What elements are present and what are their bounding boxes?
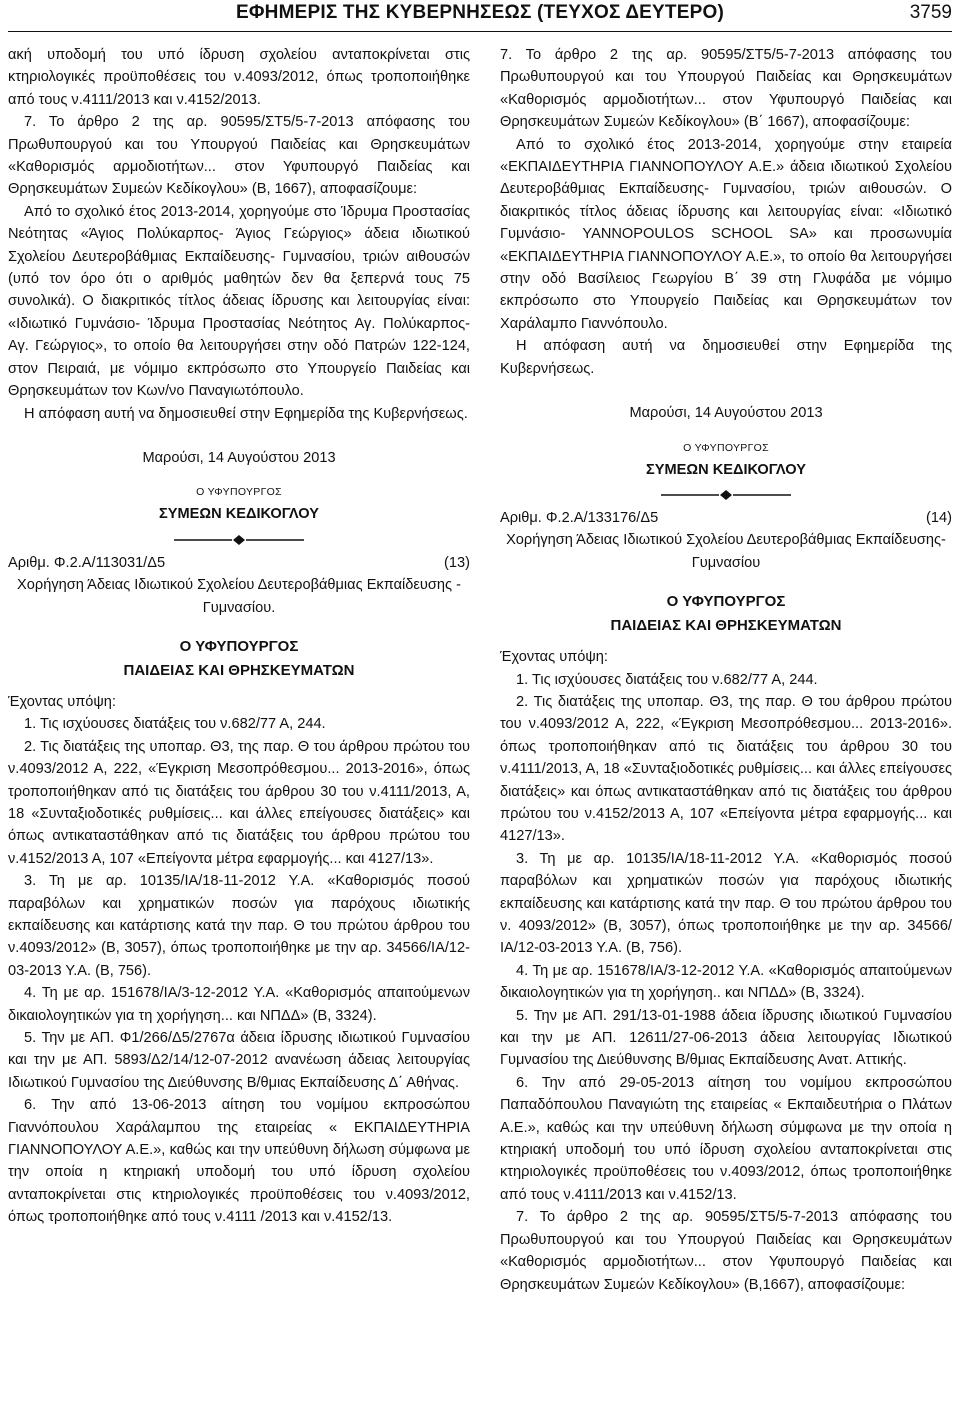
- decision-index: (13): [444, 554, 470, 571]
- diamond-divider: [174, 534, 304, 546]
- paragraph: Από το σχολικό έτος 2013-2014, χορηγούμε στο Ίδρυμα Προστασίας Νεότητας «Άγιος Πολύκαρπος- Άγιος Γεώργιος» άδεια ιδιωτικού Σχολείου Δευτεροβάθμιας Εκπαίδευσης- Γυμνασίου, τριών αιθουσών (υπό τον όρο ότι ο αριθμός μαθητών δεν θα ξεπερνά τους 75 συνολικά). Ο διακριτικός τίτλος άδειας ίδρυσης και λειτουργίας είναι: «Ιδιωτικό Γυμνάσιο- Ίδρυμα Προστασίας Νεότητος Αγ. Πολύκαρπος- Αγ. Γεώργιος», το οποίο θα λειτουργήσει στην οδό Πατρών 122-124, στον Πειραιά, με νόμιμο εκπρόσωπο στο Υπουργείο Παιδείας και Θρησκευμάτων τον Κων/νο Παναγιωτόπουλο.: [8, 203, 470, 400]
- paragraph: Η απόφαση αυτή να δημοσιευθεί στην Εφημερίδα της Κυβερνήσεως.: [500, 338, 952, 377]
- signatory-role: Ο ΥΦΥΠΟΥΡΓΟΣ: [683, 441, 769, 454]
- decision-number: Αριθμ. Φ.2.Α/113031/Δ5: [8, 554, 166, 571]
- considering-item: 3. Τη με αρ. 10135/ΙΑ/18-11-2012 Υ.Α. «Καθορισμός ποσού παραβόλων και χρηματικών ποσών για παρόχους ιδιωτικής εκπαίδευσης και κατάρτισης κατά την παρ. Θ του πρώτου άρθρου του ν.4093/2012» (Β, 3057), όπως τροποποιήθηκε με την αρ. 34566/ΙΑ/12-03-2013 Υ.Α. (Β, 756).: [8, 873, 470, 979]
- issuing-authority: [500, 590, 952, 638]
- issuing-authority: [8, 635, 470, 683]
- signatory-role: Ο ΥΦΥΠΟΥΡΓΟΣ: [196, 486, 282, 499]
- paragraph: 7. Το άρθρο 2 της αρ. 90595/ΣΤ5/5-7-2013 απόφασης του Πρωθυπουργού και του Υπουργού Παιδείας και Θρησκευμάτων «Καθορισμός αρμοδιοτήτων... στον Υφυπουργό Παιδείας και Θρησκευμάτων Συμεών Κεδίκογλου» (Β, 1667), αποφασίζουμε:: [8, 114, 470, 198]
- diamond-divider: [661, 489, 791, 501]
- decision-index: (14): [926, 509, 952, 526]
- page-number: 3759: [909, 2, 952, 23]
- paragraph: Από το σχολικό έτος 2013-2014, χορηγούμε στην εταιρεία «ΕΚΠΑΙΔΕΥΤΗΡΙΑ ΓΙΑΝΝΟΠΟΥΛΟΥ Α.Ε.» άδεια ιδιωτικού Σχολείου Δευτεροβάθμιας Εκπαίδευσης- Γυμνασίου, τριών αιθουσών. Ο διακριτικός τίτλος άδειας ίδρυσης και λειτουργίας είναι: «Ιδιωτικό Γυμνάσιο- YANNOPOULOS SCHOOL SA» και προσωνυμία «ΕΚΠΑΙΔΕΥΤΗΡΙΑ ΓΙΑΝΝΟΠΟΥΛΟΥ Α.Ε.», το οποίο θα λειτουργήσει στην οδό Βασίλειος Γεωργίου Β΄ 39 στη Γλυφάδα με νόμιμο εκπρόσωπο στο Υπουργείο Παιδείας και Θρησκευμάτων τον Χαράλαμπο Γιαννόπουλο.: [500, 136, 952, 332]
- decision-header: [500, 507, 952, 529]
- decision-title: Χορήγηση Άδειας Ιδιωτικού Σχολείου Δευτεροβάθμιας Εκπαίδευσης- Γυμνασίου: [506, 532, 946, 571]
- authority-line: Ο ΥΦΥΠΟΥΡΓΟΣ: [179, 637, 299, 655]
- considering-item: 1. Τις ισχύουσες διατάξεις του ν.682/77 Α, 244.: [24, 716, 326, 733]
- considering-item: 6. Την από 29-05-2013 αίτηση του νομίμου εκπροσώπου Παπαδόπουλου Παναγιώτη της εταιρείας « Εκπαιδευτήρια ο Πλάτων Α.Ε.», καθώς και την υπεύθυνη δήλωση σύμφωνα με την οποία η κτηριακή υποδομή του υπό ίδρυση σχολείου ανταποκρίνεται στις κτηριολογικές προϋποθέσεις του ν.4093/2012, όπως τροποποιήθηκε από τους ν.4111/2013 και ν.4152/13.: [500, 1074, 952, 1203]
- paragraph: ακή υποδομή του υπό ίδρυση σχολείου ανταποκρίνεται στις κτηριολογικές προϋποθέσεις του ν.4093/2012, όπως τροποποιήθηκε από τους ν.4111/2013 και ν.4152/2013.: [8, 47, 470, 108]
- considering-item: 4. Τη με αρ. 151678/ΙΑ/3-12-2012 Υ.Α. «Καθορισμός απαιτούμενων δικαιολογητικών για τη χορήγηση... και ΝΠΔΔ» (Β, 3324).: [8, 985, 470, 1024]
- considering-heading: Έχοντας υπόψη:: [500, 649, 608, 666]
- considering-heading: Έχοντας υπόψη:: [8, 693, 116, 710]
- place-date: Μαρούσι, 14 Αυγούστου 2013: [142, 449, 336, 466]
- authority-line: ΠΑΙΔΕΙΑΣ ΚΑΙ ΘΡΗΣΚΕΥΜΑΤΩΝ: [123, 661, 355, 679]
- paragraph: 7. Το άρθρο 2 της αρ. 90595/ΣΤ5/5-7-2013 απόφασης του Πρωθυπουργού και του Υπουργού Παιδείας και Θρησκευμάτων «Καθορισμός αρμοδιοτήτων... στον Υφυπουργό Παιδείας και Θρησκευμάτων Συμεών Κεδίκογλου» (Β΄ 1667), αποφασίζουμε:: [500, 47, 952, 131]
- considering-item: 2. Τις διατάξεις της υποπαρ. Θ3, της παρ. Θ του άρθρου πρώτου του ν.4093/2012 Α, 222, «Έγκριση Μεσοπρόθεσμου... 2013-2016», όπως τροποποιήθηκαν από τις διατάξεις του άρθρου 30 του ν.4111/2013, Α, 18 «Συνταξιοδοτικές ρυθμίσεις... και άλλες επείγουσες διατάξεις» και όπως αντικαταστάθηκαν από τις διατάξεις του άρθρου πρώτου του ν.4152/2013 Α, 107 «Επείγοντα μέτρα εφαρμογής... και 4127/13».: [8, 738, 470, 867]
- paragraph: Η απόφαση αυτή να δημοσιευθεί στην Εφημερίδα της Κυβερνήσεως.: [24, 405, 468, 422]
- decision-number: Αριθμ. Φ.2.Α/133176/Δ5: [500, 509, 659, 526]
- authority-line: Ο ΥΦΥΠΟΥΡΓΟΣ: [666, 593, 786, 611]
- page-header: [0, 0, 960, 30]
- decision-header: [8, 552, 470, 574]
- left-column: [8, 44, 470, 1229]
- considering-item: 3. Τη με αρ. 10135/ΙΑ/18-11-2012 Υ.Α. «Καθορισμός ποσού παραβόλων και χρηματικών ποσών για παρόχους ιδιωτικής εκπαίδευσης και κατάρτισης κατά την παρ. Θ του πρώτου άρθρου του ν. 4093/2012» (Β, 3057), όπως τροποποιήθηκε με την αρ. 34566/ΙΑ/12-03-2013 Υ.Α. (Β, 756).: [500, 850, 952, 957]
- header-rule: [8, 31, 952, 32]
- considering-item: 5. Την με ΑΠ. Φ1/266/Δ5/2767α άδεια ίδρυσης ιδιωτικού Γυμνασίου και την με ΑΠ. 5893/Δ2/14/12-07-2012 ανανέωση άδειας λειτουργίας Ιδιωτικού Γυμνασίου της Διεύθυνσης Β/θμιας Εκπαίδευσης Δ΄ Αθήνας.: [8, 1030, 470, 1091]
- signatory-name: ΣΥΜΕΩΝ ΚΕΔΙΚΟΓΛΟΥ: [646, 461, 806, 478]
- signatory-name: ΣΥΜΕΩΝ ΚΕΔΙΚΟΓΛΟΥ: [159, 506, 319, 523]
- considering-item: 4. Τη με αρ. 151678/ΙΑ/3-12-2012 Υ.Α. «Καθορισμός απαιτούμενων δικαιολογητικών για τη χορήγηση.. και ΝΠΔΔ» (Β, 3324).: [500, 962, 952, 1002]
- place-date: Μαρούσι, 14 Αυγούστου 2013: [629, 405, 823, 422]
- considering-item: 2. Τις διατάξεις της υποπαρ. Θ3, της παρ. Θ του άρθρου πρώτου του ν.4093/2012 Α, 222, «Έγκριση Μεσοπρόθεσμου... 2013-2016». όπως τροποποιήθηκαν από τις διατάξεις του άρθρου 30 του ν.4111/2013, Α, 18 «Συνταξιοδοτικές ρυθμίσεις... και άλλες επείγουσες διατάξεις» και όπως αντικαταστάθηκαν από τις διατάξεις του άρθρου πρώτου του ν.4152/2013 Α, 107 «Επείγοντα μέτρα εφαρμογής... και 4127/13».: [500, 693, 952, 845]
- considering-item: 6. Την από 13-06-2013 αίτηση του νομίμου εκπροσώπου Γιαννόπουλου Χαράλαμπου της εταιρείας « ΕΚΠΑΙΔΕΥΤΗΡΙΑ ΓΙΑΝΝΟΠΟΥΛΟΥ Α.Ε.», καθώς και την υπεύθυνη δήλωση σύμφωνα με την οποία η κτηριακή υποδομή του υπό ίδρυση σχολείου ανταποκρίνεται στις κτηριολογικές προϋποθέσεις του ν.4093/2012, όπως τροποποιήθηκε από τους ν.4111 /2013 και ν.4152/13.: [8, 1097, 470, 1226]
- authority-line: ΠΑΙΔΕΙΑΣ ΚΑΙ ΘΡΗΣΚΕΥΜΑΤΩΝ: [610, 617, 842, 635]
- considering-item: 5. Την με ΑΠ. 291/13-01-1988 άδεια ίδρυσης ιδιωτικού Γυμνασίου και την με ΑΠ. 12611/27-06-2013 άδεια λειτουργίας Ιδιωτικού Γυμνασίου της Διεύθυνσης Β/θμιας Εκπαίδευσης Ανατ. Αττικής.: [500, 1007, 952, 1069]
- considering-item: 7. Το άρθρο 2 της αρ. 90595/ΣΤ5/5-7-2013 απόφασης του Πρωθυπουργού και του Υπουργού Παιδείας και Θρησκευμάτων «Καθορισμός αρμοδιοτήτων... στον Υφυπουργό Παιδείας και Θρησκευμάτων Συμεών Κεδίκογλου» (Β,1667), αποφασίζουμε:: [500, 1209, 952, 1293]
- right-column: [500, 44, 952, 1296]
- gazette-title: ΕΦΗΜΕΡΙΣ ΤΗΣ ΚΥΒΕΡΝΗΣΕΩΣ (ΤΕΥΧΟΣ ΔΕΥΤΕΡΟ): [236, 2, 724, 23]
- considering-item: 1. Τις ισχύουσες διατάξεις του ν.682/77 Α, 244.: [516, 671, 818, 688]
- decision-title: Χορήγηση Άδειας Ιδιωτικού Σχολείου Δευτεροβάθμιας Εκπαίδευσης - Γυμνασίου.: [17, 577, 461, 616]
